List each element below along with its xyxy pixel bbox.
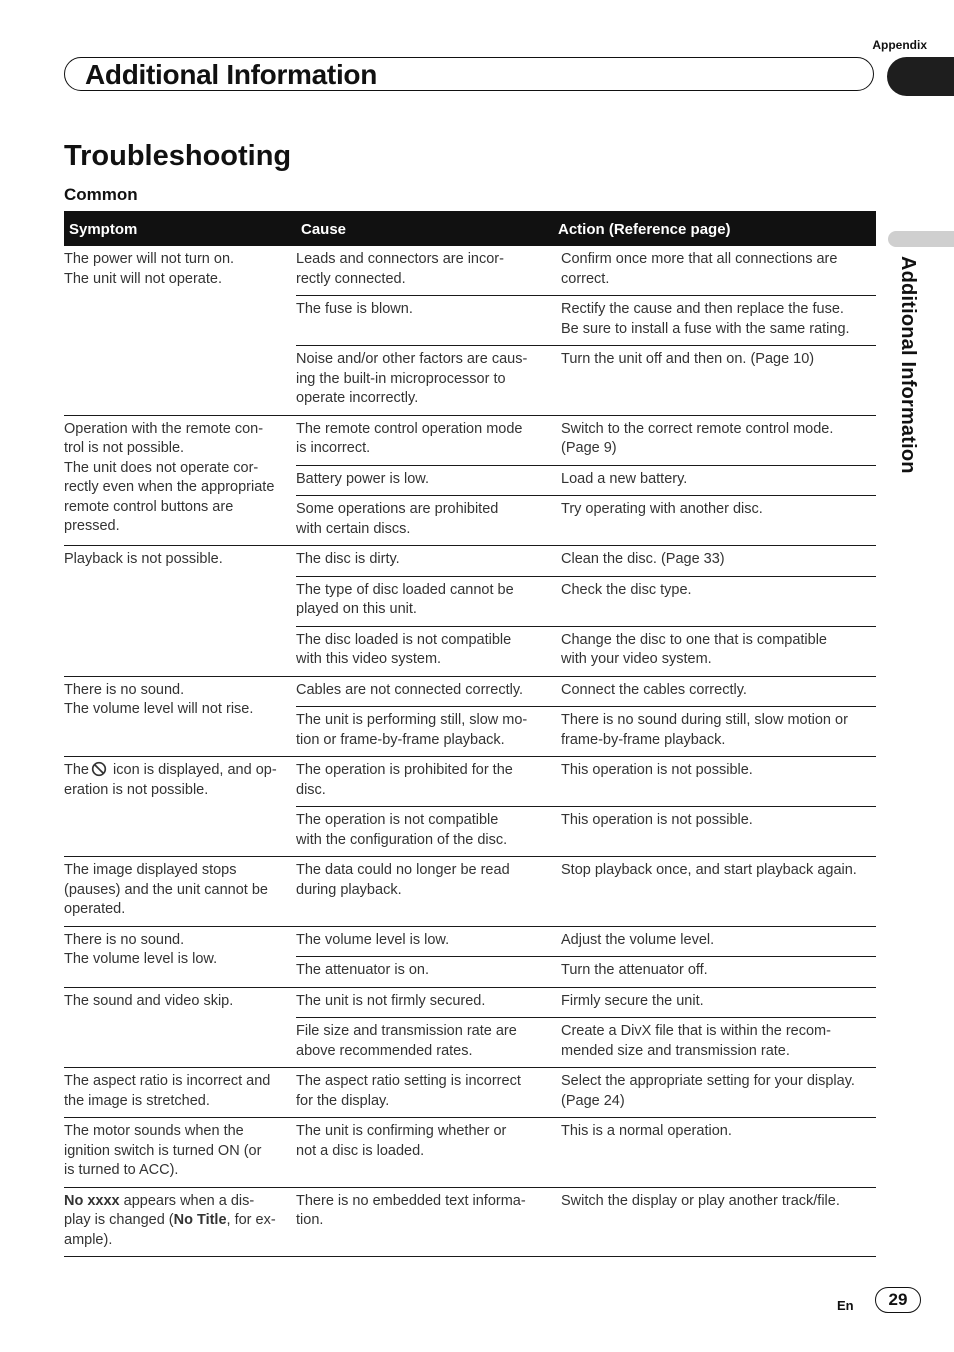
cause-cell: The operation is not compatible with the configuration of the disc.	[296, 807, 553, 857]
table-row	[64, 1068, 876, 1118]
page-title: Troubleshooting	[64, 140, 292, 172]
section-title: Common	[64, 185, 138, 204]
table-row	[64, 415, 876, 465]
symptom-text: The aspect ratio is incorrect and the image is stretched.	[64, 1073, 271, 1109]
cause-cell: Leads and connectors are incor- rectly connected.	[296, 246, 553, 296]
cause-cell: The type of disc loaded cannot be played on this unit.	[296, 576, 553, 626]
header-cause: Cause	[296, 211, 553, 246]
troubleshooting-table	[64, 211, 876, 1257]
action-cell: Turn the unit off and then on. (Page 10)	[553, 346, 876, 416]
cause-cell: The data could no longer be read during playback.	[296, 857, 553, 927]
action-cell: There is no sound during still, slow motion or frame-by-frame playback.	[553, 707, 876, 757]
header-action: Action (Reference page)	[553, 211, 876, 246]
symptom-text: The motor sounds when the ignition switch is turned ON (or is turned to ACC).	[64, 1123, 262, 1178]
symptom-cell	[64, 1068, 296, 1118]
cause-cell: The fuse is blown.	[296, 296, 553, 346]
cause-cell: The unit is confirming whether or not a disc is loaded.	[296, 1118, 553, 1188]
cause-cell: The unit is performing still, slow mo- tion or frame-by-frame playback.	[296, 707, 553, 757]
table-body	[64, 246, 876, 1257]
symptom-cell	[64, 246, 296, 415]
symptom-text: The image displayed stops (pauses) and the unit cannot be operated.	[64, 862, 268, 917]
table-row	[64, 757, 876, 807]
cause-cell: Noise and/or other factors are caus- ing the built-in microprocessor to operate incorrectly.	[296, 346, 553, 416]
table-row	[64, 546, 876, 577]
action-cell: Connect the cables correctly.	[553, 676, 876, 707]
section-header-title: Additional Information	[85, 59, 378, 90]
table-header-row	[64, 211, 876, 246]
symptom-cell	[64, 1187, 296, 1257]
symptom-text: icon is displayed, and op- eration is not possible.	[64, 762, 277, 798]
cause-cell: The remote control operation mode is incorrect.	[296, 415, 553, 465]
table-row	[64, 676, 876, 707]
action-cell: Switch to the correct remote control mode. (Page 9)	[553, 415, 876, 465]
action-cell: Change the disc to one that is compatible with your video system.	[553, 626, 876, 676]
action-cell: Firmly secure the unit.	[553, 987, 876, 1018]
action-cell: This is a normal operation.	[553, 1118, 876, 1188]
cause-cell: The unit is not firmly secured.	[296, 987, 553, 1018]
section-tab-marker	[888, 231, 954, 247]
cause-cell: Battery power is low.	[296, 465, 553, 496]
table-row	[64, 246, 876, 296]
symptom-text: The sound and video skip.	[64, 992, 234, 1009]
symptom-text: The	[64, 762, 89, 778]
symptom-cell	[64, 415, 296, 546]
cause-cell: The volume level is low.	[296, 926, 553, 957]
symptom-cell	[64, 676, 296, 757]
page-number: 29	[875, 1287, 921, 1313]
action-cell: Switch the display or play another track/file.	[553, 1187, 876, 1257]
symptom-text: appears when a dis- play is changed (	[64, 1192, 255, 1228]
action-cell: Check the disc type.	[553, 576, 876, 626]
appendix-tab	[887, 57, 954, 96]
symptom-cell	[64, 757, 296, 857]
symptom-bold: No xxxx	[64, 1192, 120, 1209]
cause-cell: The disc is dirty.	[296, 546, 553, 577]
table-row	[64, 926, 876, 957]
symptom-cell	[64, 926, 296, 987]
symptom-text: There is no sound. The volume level will not rise.	[64, 681, 254, 717]
cause-cell: The attenuator is on.	[296, 957, 553, 988]
cause-cell: The operation is prohibited for the disc.	[296, 757, 553, 807]
side-tab-label: Additional Information	[897, 256, 919, 474]
action-cell: Clean the disc. (Page 33)	[553, 546, 876, 577]
symptom-cell	[64, 546, 296, 677]
action-cell: Turn the attenuator off.	[553, 957, 876, 988]
action-cell: Select the appropriate setting for your display. (Page 24)	[553, 1068, 876, 1118]
action-cell: Rectify the cause and then replace the fuse. Be sure to install a fuse with the same rating.	[553, 296, 876, 346]
table-row	[64, 1118, 876, 1188]
prohibited-icon	[91, 761, 107, 777]
table-row	[64, 987, 876, 1018]
symptom-cell	[64, 857, 296, 927]
symptom-cell	[64, 1118, 296, 1188]
symptom-cell	[64, 987, 296, 1068]
language-label: En	[837, 1298, 854, 1313]
cause-cell: The aspect ratio setting is incorrect for the display.	[296, 1068, 553, 1118]
action-cell: Load a new battery.	[553, 465, 876, 496]
symptom-text: , for ex- ample).	[64, 1212, 276, 1248]
action-cell: This operation is not possible.	[553, 757, 876, 807]
action-cell: This operation is not possible.	[553, 807, 876, 857]
action-cell: Adjust the volume level.	[553, 926, 876, 957]
cause-cell: Cables are not connected correctly.	[296, 676, 553, 707]
symptom-text: The power will not turn on. The unit will not operate.	[64, 251, 235, 287]
header-symptom: Symptom	[64, 211, 296, 246]
action-cell: Confirm once more that all connections are correct.	[553, 246, 876, 296]
action-cell: Create a DivX file that is within the recom- mended size and transmission rate.	[553, 1018, 876, 1068]
symptom-text: Operation with the remote con- trol is not possible. The unit does not operate cor- rectly even when the appropriate remote control buttons are pressed.	[64, 420, 275, 534]
appendix-label: Appendix	[872, 38, 927, 52]
symptom-text: There is no sound. The volume level is low.	[64, 931, 218, 967]
symptom-text: Playback is not possible.	[64, 551, 223, 567]
action-cell: Try operating with another disc.	[553, 496, 876, 546]
section-header	[64, 57, 874, 91]
cause-cell: The disc loaded is not compatible with this video system.	[296, 626, 553, 676]
table-row	[64, 857, 876, 927]
cause-cell: File size and transmission rate are above recommended rates.	[296, 1018, 553, 1068]
symptom-bold: No Title	[173, 1212, 227, 1228]
table-row	[64, 1187, 876, 1257]
cause-cell: Some operations are prohibited with certain discs.	[296, 496, 553, 546]
action-cell: Stop playback once, and start playback again.	[553, 857, 876, 927]
cause-cell: There is no embedded text informa- tion.	[296, 1187, 553, 1257]
